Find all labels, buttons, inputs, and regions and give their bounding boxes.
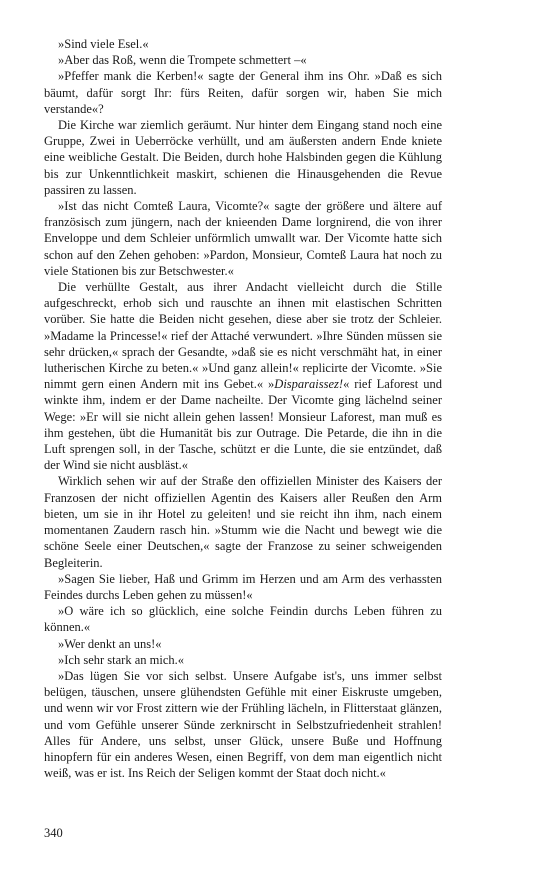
paragraph: »Ich sehr stark an mich.«	[58, 652, 185, 667]
paragraph: »Aber das Roß, wenn die Trompete schmettert –«	[58, 53, 307, 68]
paragraph: Die Kirche war ziemlich geräumt. Nur hinter dem Eingang stand noch eine Gruppe, Zwei in Ueberröcke verhüllt, und am äußersten andern Ende kniete eine weibliche Gestalt. Die Beiden, durch hohe Halsbinden gegen die Kühlung bis zur Unkenntlichkeit maskirt, schienen die Hinausgehenden die Revue passiren zu lassen.	[44, 118, 442, 197]
body-text	[44, 36, 442, 781]
paragraph: »O wäre ich so glücklich, eine solche Feindin durchs Leben führen zu können.«	[44, 604, 442, 635]
paragraph: »Wer denkt an uns!«	[58, 636, 162, 651]
page-number: 340	[44, 826, 63, 840]
paragraph: »Pfeffer mank die Kerben!« sagte der General ihm ins Ohr. »Daß es sich bäumt, dafür sorgt Ihr: fürs Reiten, dafür sorgen wir, haben Sie mich verstande«?	[44, 69, 442, 116]
paragraph: Die verhüllte Gestalt, aus ihrer Andacht vielleicht durch die Stille aufgeschreckt, erhob sich und rauschte an ihnen mit elastischen Schritten vorüber. Sie hatte die Beiden nicht gesehen, diese aber sie trotz der Schleier. »Madame la Princesse!« rief der Attaché verwundert. »Ihre Sünden müssen sie sehr drücken,« sprach der Gesandte, »daß sie es nicht verschmäht hat, in einer lutherischen Kirche zu beten.« »Und ganz allein!« replicirte der Vicomte. »Sie nimmt gern einen Andern mit ins Gebet.« »Disparaissez!« rief Laforest und winkte ihm, indem er der Dame nacheilte. Der Vicomte ging lächelnd seiner Wege: »Er will sie nicht allein gehen lassen! Monsieur Laforest, man muß es ihm gestehen, übt die Humanität bis zur Outrage. Die Petarde, die ihn in die Luft sprengen soll, in der Tasche, schützt er die Lunte, die sie entzündet, daß der Wind sie nicht ausbläst.«	[44, 280, 442, 473]
paragraph: »Sind viele Esel.«	[58, 37, 149, 51]
paragraph: Wirklich sehen wir auf der Straße den offiziellen Minister des Kaisers der Franzosen der nicht offiziellen Agentin des Kaisers aller Reußen den Arm bieten, um sie in ihr Hotel zu geleiten! und sie reicht ihn ihm, nach einem momentanen Zaudern rasch hin. »Stumm wie die Nacht und bewegt wie die schöne Seele einer Deutschen,« sagte der Franzose zu seiner schweigenden Begleiterin.	[44, 474, 442, 570]
paragraph: »Sagen Sie lieber, Haß und Grimm im Herzen und am Arm des verhassten Feindes durchs Leben gehen zu müssen!«	[44, 571, 442, 602]
italic-phrase: Disparaissez!	[274, 377, 344, 392]
paragraph: »Ist das nicht Comteß Laura, Vicomte?« sagte der größere und ältere auf französisch zum jüngern, nach der knieenden Dame lorgnirend, die von ihrer Enveloppe und dem Schleier unförmlich umwallt war. Der Vicomte hatte sich schon auf den Zehen gehoben: »Pardon, Monsieur, Comteß Laura hat noch zu viele Stationen bis zur Betschwester.«	[44, 199, 442, 278]
paragraph: »Das lügen Sie vor sich selbst. Unsere Aufgabe ist's, uns immer selbst belügen, täuschen, unsere glühendsten Gefühle mit einer Eiskruste umgeben, und wenn wir vor Frost zittern wie der Frühling lächeln, in Flitterstaat glänzen, und vom Gefühle unserer Sünde zerknirscht in Selbstzufriedenheit strahlen! Alles für Andere, uns selbst, unser Glück, unsere Buße und Hoffnung hinopfern für ein anderes Wesen, einen Begriff, von dem man eigentlich nicht weiß, was er ist. Ins Reich der Seligen kommt der Staat doch nicht.«	[44, 668, 442, 781]
